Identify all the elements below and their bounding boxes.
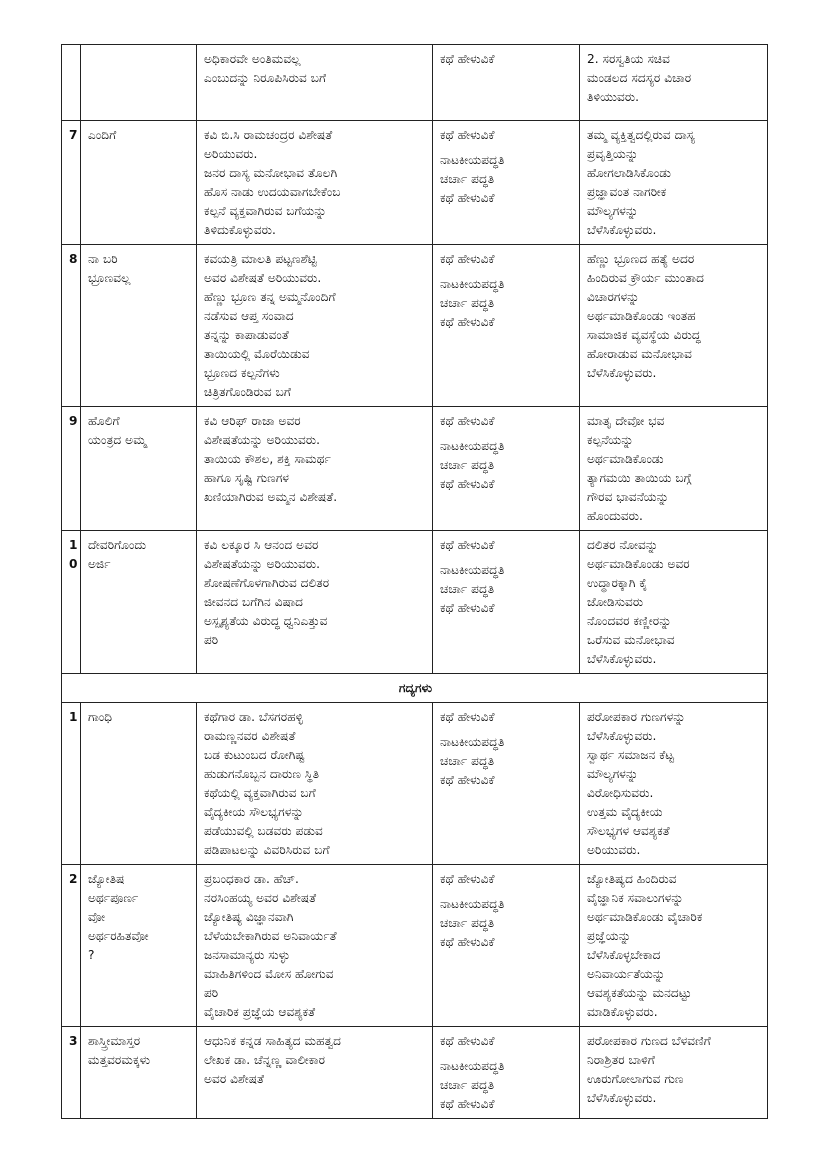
teaching-method-line: ನಾಟಕೀಯಪದ್ಧತಿ [440, 277, 505, 291]
teaching-method-line: ಕಥೆ ಹೇಳುವಿಕೆ [440, 477, 495, 491]
row-number-cell [62, 121, 81, 245]
lesson-description-line: ಕವಿ ಲಕ್ಕೂರ ಸಿ ಆನಂದ ಅವರ [204, 538, 319, 552]
lesson-description-line: ಬಡ ಕುಟುಂಬದ ರೋಗಿಷ್ಟ [204, 748, 305, 762]
teaching-method-line: ಕಥೆ ಹೇಳುವಿಕೆ [440, 128, 495, 142]
lesson-description-line: ಭ್ರೂಣದ ಕಲ್ಪನೆಗಳು [204, 366, 280, 380]
lesson-description-line: ಪಡೆಯುವಲ್ಲಿ ಬಡವರು ಪಡುವ [204, 824, 323, 838]
lesson-description-line: ಪಡಿಪಾಟಲನ್ನು ವಿವರಿಸಿರುವ ಬಗೆ [204, 843, 330, 857]
lesson-description-line: ರಾಮಣ್ಣನವರ ವಿಶೇಷತೆ [204, 729, 296, 743]
teaching-method-line: ಚರ್ಚಾ ಪದ್ಧತಿ [440, 458, 495, 472]
teaching-method-cell [433, 45, 580, 121]
row-number: 0 [69, 557, 78, 571]
learning-outcome-line: ಪ್ರಜ್ಞೆಯನ್ನು [587, 929, 632, 943]
row-number-cell [62, 865, 81, 1027]
learning-outcome-cell [580, 1027, 768, 1119]
learning-outcome-line: ಹೊಂದುವರು. [587, 509, 643, 523]
learning-outcome-line: ಬೆಳೆಸಿಕೊಳ್ಳಬೇಕಾದ [587, 948, 661, 962]
learning-outcome-line: ದಲಿತರ ನೋವನ್ನು [587, 538, 659, 552]
teaching-method-line: ಕಥೆ ಹೇಳುವಿಕೆ [440, 315, 495, 329]
lesson-title-line: ಹೊಲಿಗೆ [88, 414, 120, 428]
learning-outcome-line: ಅರ್ಥಮಾಡಿಕೊಂಡು [587, 452, 664, 466]
learning-outcome-line: ಆವಶ್ಯಕತೆಯನ್ನು ಮನದಟ್ಟು [587, 986, 692, 1000]
teaching-method-cell [433, 531, 580, 674]
learning-outcome-cell [580, 531, 768, 674]
table-row [62, 531, 768, 674]
teaching-method-line: ಚರ್ಚಾ ಪದ್ಧತಿ [440, 1078, 495, 1092]
learning-outcome-cell [580, 407, 768, 531]
learning-outcome-line: ಅರ್ಥಮಾಡಿಕೊಂಡು ಅವರ [587, 557, 690, 571]
lesson-description-line: ಜನಸಾಮಾನ್ಯರು ಸುಳ್ಳು [204, 948, 290, 962]
lesson-description-cell [197, 1027, 433, 1119]
learning-outcome-line: ಮಾತೃ ದೇವೋ ಭವ [587, 414, 665, 428]
teaching-method-line: ಕಥೆ ಹೇಳುವಿಕೆ [440, 252, 495, 266]
learning-outcome-line: ಪ್ರವೃತ್ತಿಯನ್ನು [587, 147, 639, 161]
learning-outcome-line: ವಿರೋಧಿಸುವರು. [587, 786, 654, 800]
teaching-method-cell [433, 245, 580, 407]
learning-outcome-line: ಅನಿವಾರ್ಯತೆಯನ್ನು [587, 967, 666, 981]
lesson-description-line: ಜನರ ದಾಸ್ಯ ಮನೋಭಾವ ತೊಲಗಿ [204, 166, 338, 180]
learning-outcome-line: ಮಾಡಿಕೊಳ್ಳುವರು. [587, 1005, 658, 1019]
teaching-method-line: ನಾಟಕೀಯಪದ್ಧತಿ [440, 1059, 505, 1073]
lesson-description-line: ಎಂಬುದನ್ನು ನಿರೂಪಿಸಿರುವ ಬಗೆ [204, 71, 327, 85]
lesson-description-line: ಕವಿ ಬಿ.ಸಿ ರಾಮಚಂದ್ರರ ವಿಶೇಷತೆ [204, 128, 333, 142]
lesson-description-line: ಅವರ ವಿಶೇಷತೆ [204, 1072, 264, 1086]
teaching-method-line: ಕಥೆ ಹೇಳುವಿಕೆ [440, 538, 495, 552]
lesson-description-line: ಬೆಳೆಯಬೇಕಾಗಿರುವ ಅನಿವಾರ್ಯತೆ [204, 929, 337, 943]
learning-outcome-line: ಬೆಳೆಸಿಕೊಳ್ಳುವರು. [587, 1091, 657, 1105]
row-number-cell [62, 407, 81, 531]
learning-outcome-line: ಪರೋಪಕಾರ ಗುಣದ ಬೆಳವಣಿಗೆ [587, 1034, 711, 1048]
lesson-title-line: ಜ್ಯೋತಿಷ [88, 872, 125, 886]
row-number-cell [62, 45, 81, 121]
row-number-cell [62, 531, 81, 674]
learning-outcome-line: ಮೌಲ್ಯಗಳನ್ನು [587, 767, 639, 781]
lesson-description-line: ಕವಯತ್ರಿ ಮಾಲತಿ ಪಟ್ಟಣಶೆಟ್ಟಿ [204, 252, 317, 266]
learning-outcome-line: ಪ್ರಜ್ಞಾವಂತ ನಾಗರೀಕ [587, 185, 667, 199]
lesson-description-line: ನರಸಿಂಹಯ್ಯ ಅವರ ವಿಶೇಷತೆ [204, 891, 317, 905]
lesson-description-cell [197, 121, 433, 245]
teaching-method-line: ಚರ್ಚಾ ಪದ್ಧತಿ [440, 172, 495, 186]
lesson-plan-table [61, 44, 768, 1119]
teaching-method-line: ನಾಟಕೀಯಪದ್ಧತಿ [440, 439, 505, 453]
learning-outcome-line: ಉದ್ಧಾರಕ್ಕಾಗಿ ಕೈ [587, 576, 648, 590]
table-row [62, 245, 768, 407]
row-number-cell [62, 1027, 81, 1119]
learning-outcome-line: ಬೆಳೆಸಿಕೊಳ್ಳುವರು. [587, 223, 657, 237]
teaching-method-line: ಕಥೆ ಹೇಳುವಿಕೆ [440, 1034, 495, 1048]
learning-outcome-line: ವೈಜ್ಞಾನಿಕ ಸವಾಲುಗಳನ್ನು [587, 891, 684, 905]
learning-outcome-cell [580, 245, 768, 407]
lesson-description-line: ಕವಿ ಆರಿಫ್ ರಾಜಾ ಅವರ [204, 414, 301, 428]
learning-outcome-cell [580, 45, 768, 121]
lesson-description-line: ಅಸ್ಪೃಶ್ಯತೆಯ ವಿರುದ್ಧ ಧ್ವನಿಎತ್ತುವ [204, 614, 328, 628]
lesson-description-line: ವಿಶೇಷತೆಯನ್ನು ಅರಿಯುವರು. [204, 557, 321, 571]
teaching-method-cell [433, 407, 580, 531]
lesson-description-line: ಜೀವನದ ಬಗೆಗಿನ ವಿಷಾದ [204, 595, 304, 609]
learning-outcome-line: ಹಿಂದಿರುವ ಕ್ರೌರ್ಯ ಮುಂತಾದ [587, 271, 704, 285]
teaching-method-line: ನಾಟಕೀಯಪದ್ಧತಿ [440, 563, 505, 577]
teaching-method-line: ಕಥೆ ಹೇಳುವಿಕೆ [440, 872, 495, 886]
row-number-cell [62, 703, 81, 865]
teaching-method-cell [433, 1027, 580, 1119]
lesson-title-line: ವೋ [88, 910, 106, 924]
learning-outcome-cell [580, 865, 768, 1027]
lesson-description-line: ಅಧಿಕಾರವೇ ಅಂತಿಮವಲ್ಲ [204, 52, 301, 66]
row-number: 3 [69, 1034, 78, 1048]
lesson-description-line: ನಡೆಸುವ ಆಪ್ತ ಸಂವಾದ [204, 309, 294, 323]
lesson-description-line: ಪರಿ [204, 633, 219, 647]
learning-outcome-line: 2. ಸರಸ್ವತಿಯ ಸಚಿವ [587, 52, 670, 66]
learning-outcome-cell [580, 703, 768, 865]
learning-outcome-line: ಹೋರಾಡುವ ಮನೋಭಾವ [587, 347, 692, 361]
lesson-title-line: ಗಾಂಧಿ [88, 710, 113, 724]
learning-outcome-line: ಕಲ್ಪನೆಯನ್ನು [587, 433, 634, 447]
lesson-description-line: ಶೋಷಣೆಗೊಳಗಾಗಿರುವ ದಲಿತರ [204, 576, 330, 590]
lesson-description-cell [197, 865, 433, 1027]
row-number-cell [62, 245, 81, 407]
learning-outcome-line: ಪರೋಪಕಾರ ಗುಣಗಳನ್ನು [587, 710, 686, 724]
lesson-description-cell [197, 531, 433, 674]
learning-outcome-line: ಊರುಗೋಲಾಗುವ ಗುಣ [587, 1072, 684, 1086]
lesson-title-cell [81, 1027, 197, 1119]
lesson-title-line: ಮತ್ತವರಮಕ್ಕಳು [88, 1053, 151, 1067]
teaching-method-line: ಕಥೆ ಹೇಳುವಿಕೆ [440, 710, 495, 724]
lesson-title-line: ದೇವರಿಗೊಂದು [88, 538, 147, 552]
learning-outcome-line: ಉತ್ತಮ ವೈದ್ಯಕೀಯ [587, 805, 663, 819]
teaching-method-line: ಚರ್ಚಾ ಪದ್ಧತಿ [440, 754, 495, 768]
lesson-description-line: ಖಣಿಯಾಗಿರುವ ಅಮ್ಮನ ವಿಶೇಷತೆ. [204, 490, 338, 504]
section-heading: ಗದ್ಯಗಳು [62, 674, 768, 703]
lesson-description-line: ಪ್ರಬಂಧಕಾರ ಡಾ. ಹೆಚ್. [204, 872, 299, 886]
lesson-title-line: ಭ್ರೂಣವಲ್ಲ [88, 271, 131, 285]
lesson-title-line: ಎಂದಿಗೆ [88, 128, 117, 142]
row-number: 1 [69, 538, 78, 552]
lesson-title-cell [81, 865, 197, 1027]
lesson-description-line: ಆಧುನಿಕ ಕನ್ನಡ ಸಾಹಿತ್ಯದ ಮಹತ್ವದ [204, 1034, 342, 1048]
teaching-method-line: ಕಥೆ ಹೇಳುವಿಕೆ [440, 1097, 495, 1111]
teaching-method-line: ಕಥೆ ಹೇಳುವಿಕೆ [440, 601, 495, 615]
lesson-title-line: ಯಂತ್ರದ ಅಮ್ಮ [88, 433, 147, 447]
lesson-title-cell [81, 45, 197, 121]
teaching-method-line: ಚರ್ಚಾ ಪದ್ಧತಿ [440, 296, 495, 310]
row-number: 2 [69, 872, 78, 886]
lesson-description-cell [197, 703, 433, 865]
table-row [62, 45, 768, 121]
teaching-method-line: ಚರ್ಚಾ ಪದ್ಧತಿ [440, 582, 495, 596]
lesson-title-line: ಅರ್ಥಪೂರ್ಣ [88, 891, 139, 905]
learning-outcome-line: ಮಂಡಲದ ಸದಸ್ಯರ ವಿಚಾರ [587, 71, 692, 85]
table-row [62, 407, 768, 531]
row-number: 7 [69, 128, 78, 142]
learning-outcome-line: ತ್ಯಾಗಮಯಿ ತಾಯಿಯ ಬಗ್ಗೆ [587, 471, 692, 485]
teaching-method-line: ಕಥೆ ಹೇಳುವಿಕೆ [440, 773, 495, 787]
row-number: 8 [69, 252, 78, 266]
lesson-description-line: ಹುಡುಗನೊಬ್ಬನ ದಾರುಣ ಸ್ಥಿತಿ [204, 767, 320, 781]
learning-outcome-line: ನಿರಾಶ್ರಿತರ ಬಾಳಿಗೆ [587, 1053, 655, 1067]
learning-outcome-line: ನೊಂದವರ ಕಣ್ಣೀರನ್ನು [587, 614, 672, 628]
lesson-description-line: ತಾಯಿಯಲ್ಲಿ ಮೊರೆಯಿಡುವ [204, 347, 310, 361]
lesson-description-line: ಮಾಹಿತಿಗಳಿಂದ ಮೋಸ ಹೋಗುವ [204, 967, 334, 981]
learning-outcome-line: ಹೋಗಲಾಡಿಸಿಕೊಂಡು [587, 166, 671, 180]
lesson-description-line: ತಿಳಿದುಕೊಳ್ಳುವರು. [204, 223, 276, 237]
learning-outcome-line: ತಮ್ಮ ವ್ಯಕ್ತಿತ್ವದಲ್ಲಿರುವ ದಾಸ್ಯ [587, 128, 695, 142]
lesson-title-cell [81, 245, 197, 407]
learning-outcome-line: ಬೆಳೆಸಿಕೊಳ್ಳುವರು. [587, 729, 657, 743]
lesson-description-line: ವೈಚಾರಿಕ ಪ್ರಜ್ಞೆಯ ಆವಶ್ಯಕತೆ [204, 1005, 316, 1019]
lesson-title-line: ? [88, 948, 95, 962]
lesson-description-line: ಕಥೆಗಾರ ಡಾ. ಬೆಸಗರಹಳ್ಳಿ [204, 710, 304, 724]
teaching-method-line: ಕಥೆ ಹೇಳುವಿಕೆ [440, 191, 495, 205]
learning-outcome-line: ತಿಳಿಯುವರು. [587, 90, 640, 104]
lesson-description-line: ಲೇಖಕ ಡಾ. ಚೆನ್ನಣ್ಣ ವಾಲೀಕಾರ [204, 1053, 326, 1067]
lesson-description-line: ತಾಯಿಯ ಕೌಶಲ, ಶಕ್ತಿ ಸಾಮರ್ಥ [204, 452, 331, 466]
lesson-description-line: ತನ್ನನ್ನು ಕಾಪಾಡುವಂತೆ [204, 328, 289, 342]
learning-outcome-line: ವಿಚಾರಗಳನ್ನು [587, 290, 640, 304]
learning-outcome-line: ಬೆಳೆಸಿಕೊಳ್ಳುವರು. [587, 366, 657, 380]
lesson-description-cell [197, 407, 433, 531]
teaching-method-cell [433, 865, 580, 1027]
lesson-title-cell [81, 407, 197, 531]
lesson-description-line: ಅವರ ವಿಶೇಷತೆ ಅರಿಯುವರು. [204, 271, 322, 285]
learning-outcome-line: ಮೌಲ್ಯಗಳನ್ನು [587, 204, 639, 218]
lesson-description-cell [197, 45, 433, 121]
lesson-title-cell [81, 703, 197, 865]
learning-outcome-line: ಹೆಣ್ಣು ಭ್ರೂಣದ ಹತ್ಯೆ ಅದರ [587, 252, 695, 266]
section-header-body [62, 674, 768, 703]
table-row [62, 1027, 768, 1119]
lesson-description-line: ಜ್ಯೋತಿಷ್ಯ ವಿಜ್ಞಾನವಾಗಿ [204, 910, 294, 924]
row-number: 9 [69, 414, 78, 428]
table-row [62, 121, 768, 245]
teaching-method-line: ಕಥೆ ಹೇಳುವಿಕೆ [440, 52, 495, 66]
lesson-title-line: ಅರ್ಜಿ [88, 557, 111, 571]
learning-outcome-line: ಜೋಡಿಸುವರು [587, 595, 644, 609]
lesson-title-line: ಶಾಸ್ತ್ರೀಮಾಸ್ತರ [88, 1034, 141, 1048]
prose-table-body [62, 703, 768, 1119]
row-number: 1 [69, 710, 78, 724]
teaching-method-cell [433, 121, 580, 245]
lesson-description-cell [197, 245, 433, 407]
learning-outcome-line: ಅರ್ಥಮಾಡಿಕೊಂಡು ವೈಚಾರಿಕ [587, 910, 703, 924]
lesson-title-line: ಅರ್ಥರಹಿತವೋ [88, 929, 149, 943]
learning-outcome-line: ಗೌರವ ಭಾವನೆಯನ್ನು [587, 490, 669, 504]
lesson-title-cell [81, 121, 197, 245]
learning-outcome-cell [580, 121, 768, 245]
teaching-method-cell [433, 703, 580, 865]
lesson-description-line: ವಿಶೇಷತೆಯನ್ನು ಅರಿಯುವರು. [204, 433, 321, 447]
section-header-row [62, 674, 768, 703]
poems-table-body [62, 45, 768, 674]
lesson-title-cell [81, 531, 197, 674]
teaching-method-line: ಚರ್ಚಾ ಪದ್ಧತಿ [440, 916, 495, 930]
teaching-method-line: ಕಥೆ ಹೇಳುವಿಕೆ [440, 935, 495, 949]
table-row [62, 703, 768, 865]
learning-outcome-line: ಅರಿಯುವರು. [587, 843, 641, 857]
learning-outcome-line: ಅರ್ಥಮಾಡಿಕೊಂಡು ಇಂತಹ [587, 309, 696, 323]
lesson-description-line: ಅರಿಯುವರು. [204, 147, 258, 161]
lesson-description-line: ಹೆಣ್ಣು ಭ್ರೂಣ ತನ್ನ ಅಮ್ಮನೊಂದಿಗೆ [204, 290, 336, 304]
teaching-method-line: ನಾಟಕೀಯಪದ್ಧತಿ [440, 897, 505, 911]
learning-outcome-line: ಸ್ವಾರ್ಥ ಸಮಾಜನ ಕೆಟ್ಟ [587, 748, 675, 762]
lesson-title-line: ನಾ ಬರಿ [88, 252, 118, 266]
lesson-description-line: ಕಥೆಯಲ್ಲಿ ವ್ಯಕ್ತವಾಗಿರುವ ಬಗೆ [204, 786, 316, 800]
lesson-description-line: ಪರಿ [204, 986, 219, 1000]
learning-outcome-line: ಬೆಳೆಸಿಕೊಳ್ಳುವರು. [587, 652, 657, 666]
teaching-method-line: ಕಥೆ ಹೇಳುವಿಕೆ [440, 414, 495, 428]
table-row [62, 865, 768, 1027]
learning-outcome-line: ಸೌಲಭ್ಯಗಳ ಆವಶ್ಯಕತೆ [587, 824, 670, 838]
lesson-description-line: ಚಿತ್ರಿತಗೊಂಡಿರುವ ಬಗೆ [204, 385, 291, 399]
lesson-description-line: ವೈದ್ಯಕೀಯ ಸೌಲಭ್ಯಗಳನ್ನು [204, 805, 304, 819]
learning-outcome-line: ಜ್ಯೋತಿಷ್ಯದ ಹಿಂದಿರುವ [587, 872, 677, 886]
learning-outcome-line: ಸಾಮಾಜಿಕ ವ್ಯವಸ್ಥೆಯ ವಿರುದ್ಧ [587, 328, 701, 342]
learning-outcome-line: ಒರೆಸುವ ಮನೋಭಾವ [587, 633, 675, 647]
teaching-method-line: ನಾಟಕೀಯಪದ್ಧತಿ [440, 735, 505, 749]
lesson-description-line: ಹೊಸ ನಾಡು ಉದಯವಾಗಬೇಕೆಂಬ [204, 185, 341, 199]
lesson-description-line: ಹಾಗೂ ಸೃಷ್ಟಿ ಗುಣಗಳ [204, 471, 290, 485]
teaching-method-line: ನಾಟಕೀಯಪದ್ಧತಿ [440, 153, 505, 167]
lesson-description-line: ಕಲ್ಪನೆ ವ್ಯಕ್ತವಾಗಿರುವ ಬಗೆಯನ್ನು [204, 204, 327, 218]
